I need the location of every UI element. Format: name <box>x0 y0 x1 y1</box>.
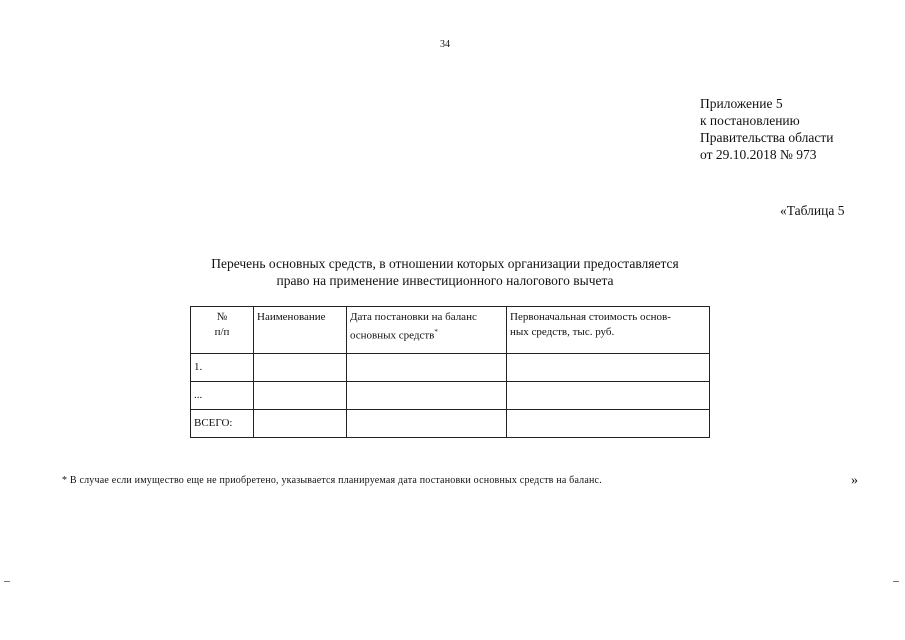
table-row-total <box>191 410 710 438</box>
cell-number: ... <box>191 382 254 410</box>
header-cost-line-1: Первоначальная стоимость основ- <box>510 311 671 323</box>
title-line-1: Перечень основных средств, в отношении которых организации предоставляется <box>211 256 679 271</box>
header-number <box>191 307 254 354</box>
appendix-line-1: Приложение 5 <box>700 96 783 111</box>
header-name-text: Наименование <box>257 311 326 323</box>
title-line-2: право на применение инвестиционного налогового вычета <box>276 273 614 288</box>
header-number-line-1: № <box>216 311 228 323</box>
header-cost <box>507 307 710 354</box>
scan-edge-mark-left <box>4 581 10 582</box>
appendix-line-4: от 29.10.2018 № 973 <box>700 147 817 162</box>
footnote: * В случае если имущество еще не приобретено, указывается планируемая дата постановки основных средств на баланс. <box>62 475 602 486</box>
appendix-header <box>700 95 833 163</box>
cell-cost <box>507 354 710 382</box>
document-title <box>150 255 740 289</box>
cell-date <box>347 382 507 410</box>
header-date <box>347 307 507 354</box>
cell-cost <box>507 382 710 410</box>
header-date-line-2-text: основных средств <box>350 329 435 342</box>
footnote-marker: * <box>434 328 438 336</box>
scan-edge-mark-right <box>893 581 899 582</box>
cell-name <box>254 410 347 438</box>
page-number: 34 <box>440 39 450 50</box>
table-header-row <box>191 307 710 354</box>
fixed-assets-table <box>190 306 710 438</box>
cell-cost <box>507 410 710 438</box>
cell-name <box>254 354 347 382</box>
header-date-line-2 <box>350 325 503 344</box>
table-row <box>191 382 710 410</box>
table-row <box>191 354 710 382</box>
cell-date <box>347 354 507 382</box>
appendix-line-3: Правительства области <box>700 130 834 145</box>
header-date-line-1: Дата постановки на баланс <box>350 311 477 323</box>
cell-name <box>254 382 347 410</box>
header-name <box>254 307 347 354</box>
cell-number: 1. <box>191 354 254 382</box>
appendix-line-2: к постановлению <box>700 113 800 128</box>
header-number-line-2: п/п <box>214 326 230 338</box>
cell-date <box>347 410 507 438</box>
cell-total-label: ВСЕГО: <box>191 410 254 438</box>
header-cost-line-2: ных средств, тыс. руб. <box>510 326 615 338</box>
closing-quote: » <box>851 473 858 488</box>
table-label: «Таблица 5 <box>780 203 845 218</box>
